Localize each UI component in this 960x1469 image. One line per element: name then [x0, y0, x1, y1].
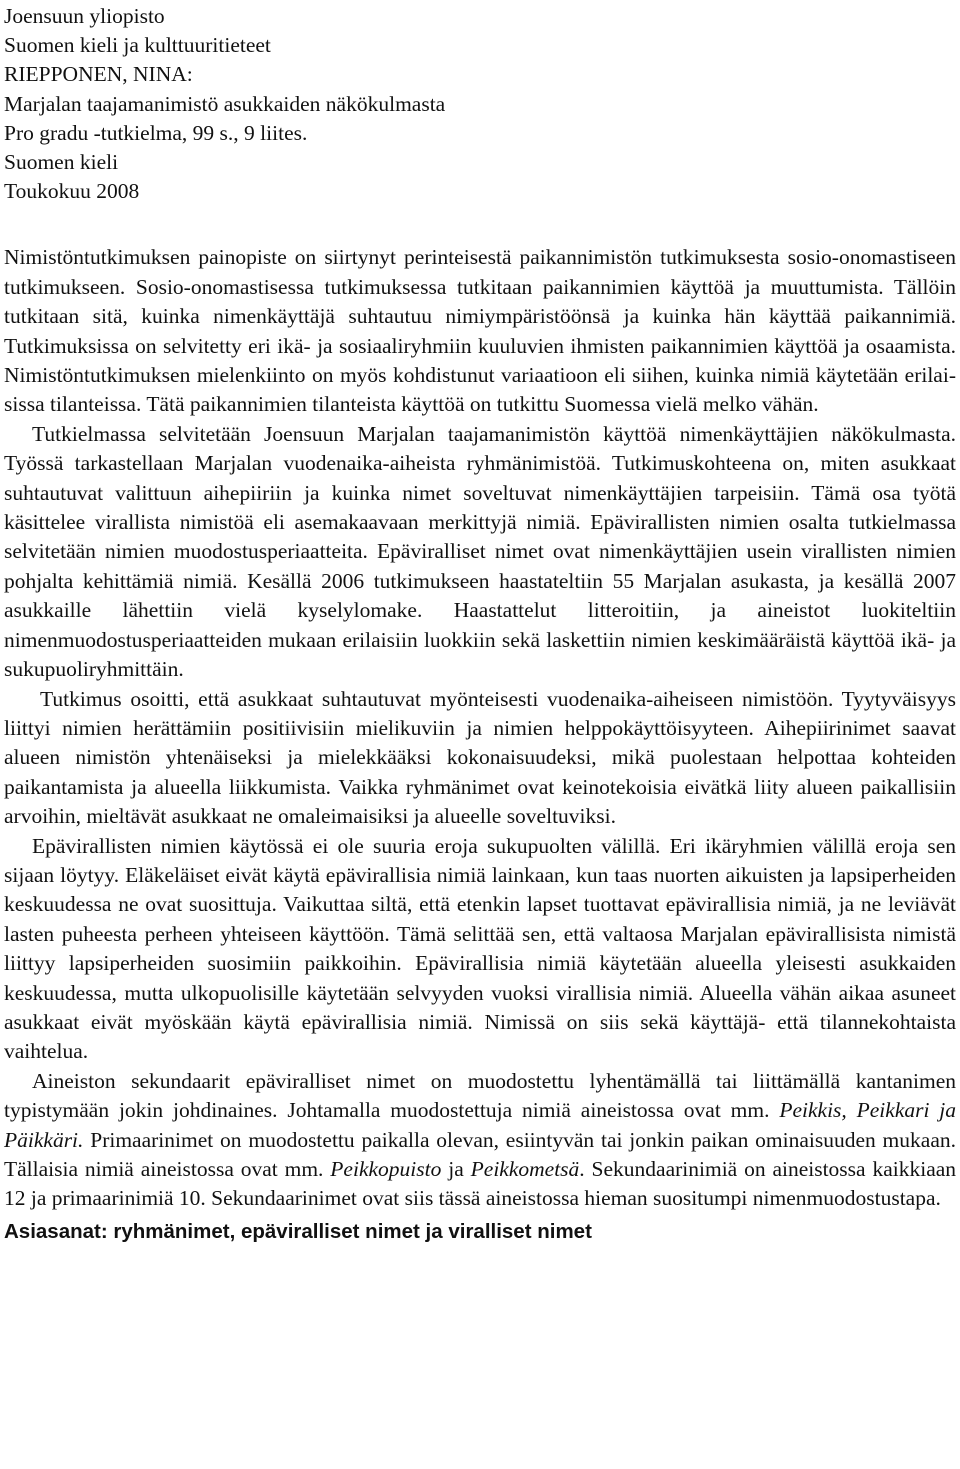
thesis-info: Pro gradu -tutkielma, 99 s., 9 liites. — [4, 120, 308, 145]
keywords-line: Asiasanat: ryhmänimet, epäviralliset nimet ja viralliset nimet — [4, 1219, 592, 1243]
example-name-peikkometsa: Peikkometsä — [470, 1157, 580, 1182]
thesis-subject: Suomen kieli — [4, 150, 119, 175]
paragraph-5-text-a: Aineiston sekundaarit epäviralliset nimet on muodostettu lyhentämällä tai liittämällä kantanimen typistymään jokin johdinaines. Johtamalla muodostettuja nimiä aineistossa ovat mm. — [4, 1068, 956, 1123]
paragraph-5-text-b: Primaarinimet on muodostettu paikalla olevan, esiintyvän tai jonkin paikan ominaisuuden mukaan. Tällaisia nimiä aineistossa ovat mm. — [4, 1127, 956, 1182]
example-names-derived: Peikkis, Peikkari ja Päikkäri. — [4, 1098, 957, 1152]
example-name-peikkopuisto: Peikkopuisto — [330, 1157, 442, 1182]
author-name: RIEPPONEN, NINA: — [4, 62, 193, 87]
abstract-body — [4, 243, 956, 1213]
abstract-paragraph-1: Nimistöntutkimuksen painopiste on siirtynyt perinteisestä paikannimistön tutkimuksesta sosio-onomastiseen tutkimukseen. Sosio-onomastisessa tutkimuksessa tutkitaan paikannimien käyttöä ja muuttumista. Tällöin tutkitaan sitä, kuinka nimenkäyttäjä suhtautuu nimiympäristöönsä ja kuinka hän käyttää paikannimiä. Tutkimuksissa on selvitetty eri ikä- ja sosiaaliryhmiin kuuluvien ihmisten paikannimien käyttöä ja osaamista. Nimistöntutkimuksen mielenkiinto on myös kohdistunut variaatioon eli siihen, kuinka nimiä käytetään erilaisissa tilanteissa. Tätä paikannimien tilanteista käyttöä on tutkittu Suomessa vielä melko vähän. — [4, 245, 956, 417]
thesis-date: Toukokuu 2008 — [4, 179, 140, 204]
thesis-title: Marjalan taajamanimistö asukkaiden näkökulmasta — [4, 91, 446, 116]
abstract-paragraph-4: Epävirallisten nimien käytössä ei ole suuria eroja sukupuolten välillä. Eri ikäryhmien välillä eroja sen sijaan löytyy. Eläkeläiset eivät käytä epävirallisia nimiä lainkaan, kun taas nuorten aikuisten ja lapsiperheiden keskuudessa ne ovat suosittuja. Vaikuttaa siltä, että etenkin lapset tuottavat epävirallisia nimiä, ja ne leviävät lasten puheesta perheen yhteiseen käyttöön. Tämä selittää sen, että valtaosa Marjalan epävirallisista nimistä liittyy lapsiperheiden suosimiin paikkoihin. Epävirallisia nimiä käytetään alueella yleisesti asukkaiden keskuudessa, mutta ulkopuolisille käytetään selvyyden vuoksi virallisia nimiä. Alueella vähän aikaa asuneet asukkaat eivät myöskään käytä epävirallisia nimiä. Nimissä on siis sekä käyttäjä- että tilannekohtaista vaihtelua. — [4, 833, 956, 1064]
abstract-paragraph-2: Tutkielmassa selvitetään Joensuun Marjalan taajamanimistön käyttöä nimenkäyttäjien näkökulmasta. Työssä tarkastellaan Marjalan vuodenaika-aiheista ryhmänimistöä. Tutkimuskohteena on, miten asukkaat suhtautuvat valittuun aihepiiriin ja kuinka nimet soveltuvat nimenkäyttäjien tarpeisiin. Tämä osa työtä käsittelee virallista nimistöä eli asemakaavaan merkittyjä nimiä. Epävirallisten nimien osalta tutkielmassa selvitetään nimien muodostusperiaatteita. Epäviralliset nimet ovat nimenkäyttäjien usein virallisten nimien pohjalta kehittämiä nimiä. Kesällä 2006 tutkimukseen haastateltiin 55 Marjalan asukasta, ja kesällä 2007 asukkaille lähettiin vielä kyselylomake. Haastattelut litteroitiin, ja aineistot luokiteltiin nimenmuodostusperiaatteiden mukaan erilaisiin luokkiin sekä laskettiin nimien keskimääräistä käyttöä ikä- ja sukupuoliryhmittäin. — [4, 421, 956, 682]
department-name: Suomen kieli ja kulttuuritieteet — [4, 33, 271, 58]
paragraph-5-text-c: . Sekundaarinimiä on aineistossa kaikkiaan 12 ja primaarinimiä 10. Sekundaarinimet ovat siis tässä aineistossa hieman suositumpi nimenmuodostustapa. — [4, 1157, 957, 1211]
abstract-paragraph-3: Tutkimus osoitti, että asukkaat suhtautuvat myönteisesti vuodenaika-aiheiseen nimistöön. Tyytyväisyys liittyi nimien herättämiin positiivisiin mielikuviin ja nimien helppokäyttöisyyteen. Aihepiirinimet saavat alueen nimistön yhtenäiseksi ja mielekkääksi kokonaisuudeksi, mikä puolestaan helpottaa kohteiden paikantamista ja alueella liikkumista. Vaikka ryhmänimet ovat keinotekoisia eivätkä liity alueen paikallisiin arvoihin, mieltävät asukkaat ne omaleimaisiksi ja alueelle soveltuviksi. — [4, 686, 956, 829]
university-name: Joensuun yliopisto — [4, 4, 165, 28]
document-page — [4, 0, 956, 1246]
abstract-paragraph-5 — [4, 1067, 956, 1214]
thesis-header — [4, 0, 956, 206]
paragraph-5-conjunction: ja — [448, 1157, 464, 1182]
